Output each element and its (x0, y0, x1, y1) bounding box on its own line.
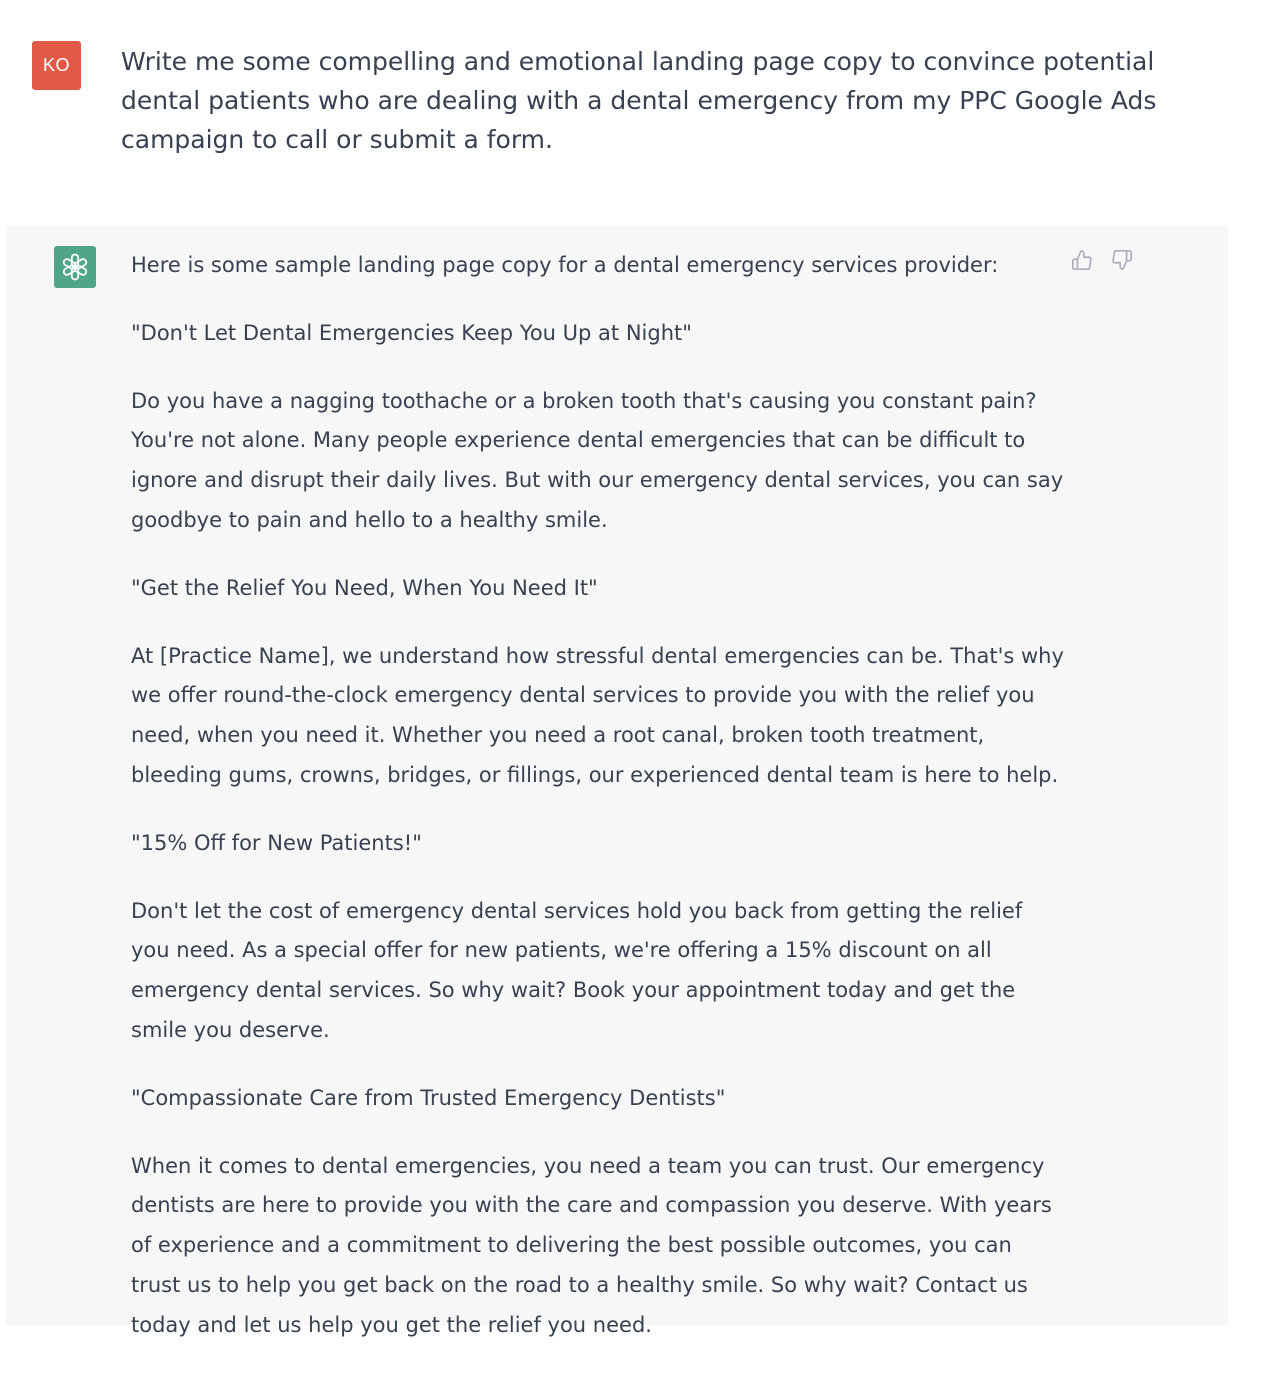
assistant-response (131, 246, 1066, 1374)
feedback-buttons (1070, 248, 1134, 272)
response-headline: "15% Off for New Patients!" (131, 830, 422, 855)
thumbs-down-icon (1111, 249, 1133, 271)
thumbs-up-icon (1071, 249, 1093, 271)
assistant-avatar (54, 246, 96, 288)
assistant-message (6, 226, 1228, 1337)
response-paragraph: At [Practice Name], we understand how stressful dental emergencies can be. That's why we offer round-the-clock emergency dental services to provide you with the relief you need, when you need it. Whether you need a root canal, broken tooth treatment, bleeding gums, crowns, bridges, or fillings, our experienced dental team is here to help. (131, 643, 1064, 787)
user-avatar: KO (32, 41, 81, 90)
thumbs-up-button[interactable] (1070, 248, 1094, 272)
response-headline: "Compassionate Care from Trusted Emergency Dentists" (131, 1085, 726, 1110)
response-intro: Here is some sample landing page copy for a dental emergency services provider: (131, 253, 999, 277)
response-paragraph: When it comes to dental emergencies, you need a team you can trust. Our emergency dentists are here to provide you with the care and compassion you deserve. With years of experience and a commitment to delivering the best possible outcomes, you can trust us to help you get back on the road to a healthy smile. So why wait? Contact us today and let us help you get the relief you need. (131, 1153, 1052, 1337)
user-message (0, 0, 1264, 226)
response-paragraph: Do you have a nagging toothache or a broken tooth that's causing you constant pain? You're not alone. Many people experience dental emergencies that can be difficult to ignore and disrupt their daily lives. But with our emergency dental services, you can say goodbye to pain and hello to a healthy smile. (131, 388, 1064, 532)
response-headline: "Get the Relief You Need, When You Need It" (131, 575, 598, 600)
thumbs-down-button[interactable] (1110, 248, 1134, 272)
user-prompt-text: Write me some compelling and emotional landing page copy to convince potential dental patients who are dealing with a dental emergency from my PPC Google Ads campaign to call or submit a form. (121, 47, 1157, 154)
openai-logo-icon (60, 252, 90, 282)
response-headline: "Don't Let Dental Emergencies Keep You Up at Night" (131, 320, 692, 345)
response-paragraph: Don't let the cost of emergency dental services hold you back from getting the relief you need. As a special offer for new patients, we're offering a 15% discount on all emergency dental services. So why wait? Book your appointment today and get the smile you deserve. (131, 898, 1023, 1042)
